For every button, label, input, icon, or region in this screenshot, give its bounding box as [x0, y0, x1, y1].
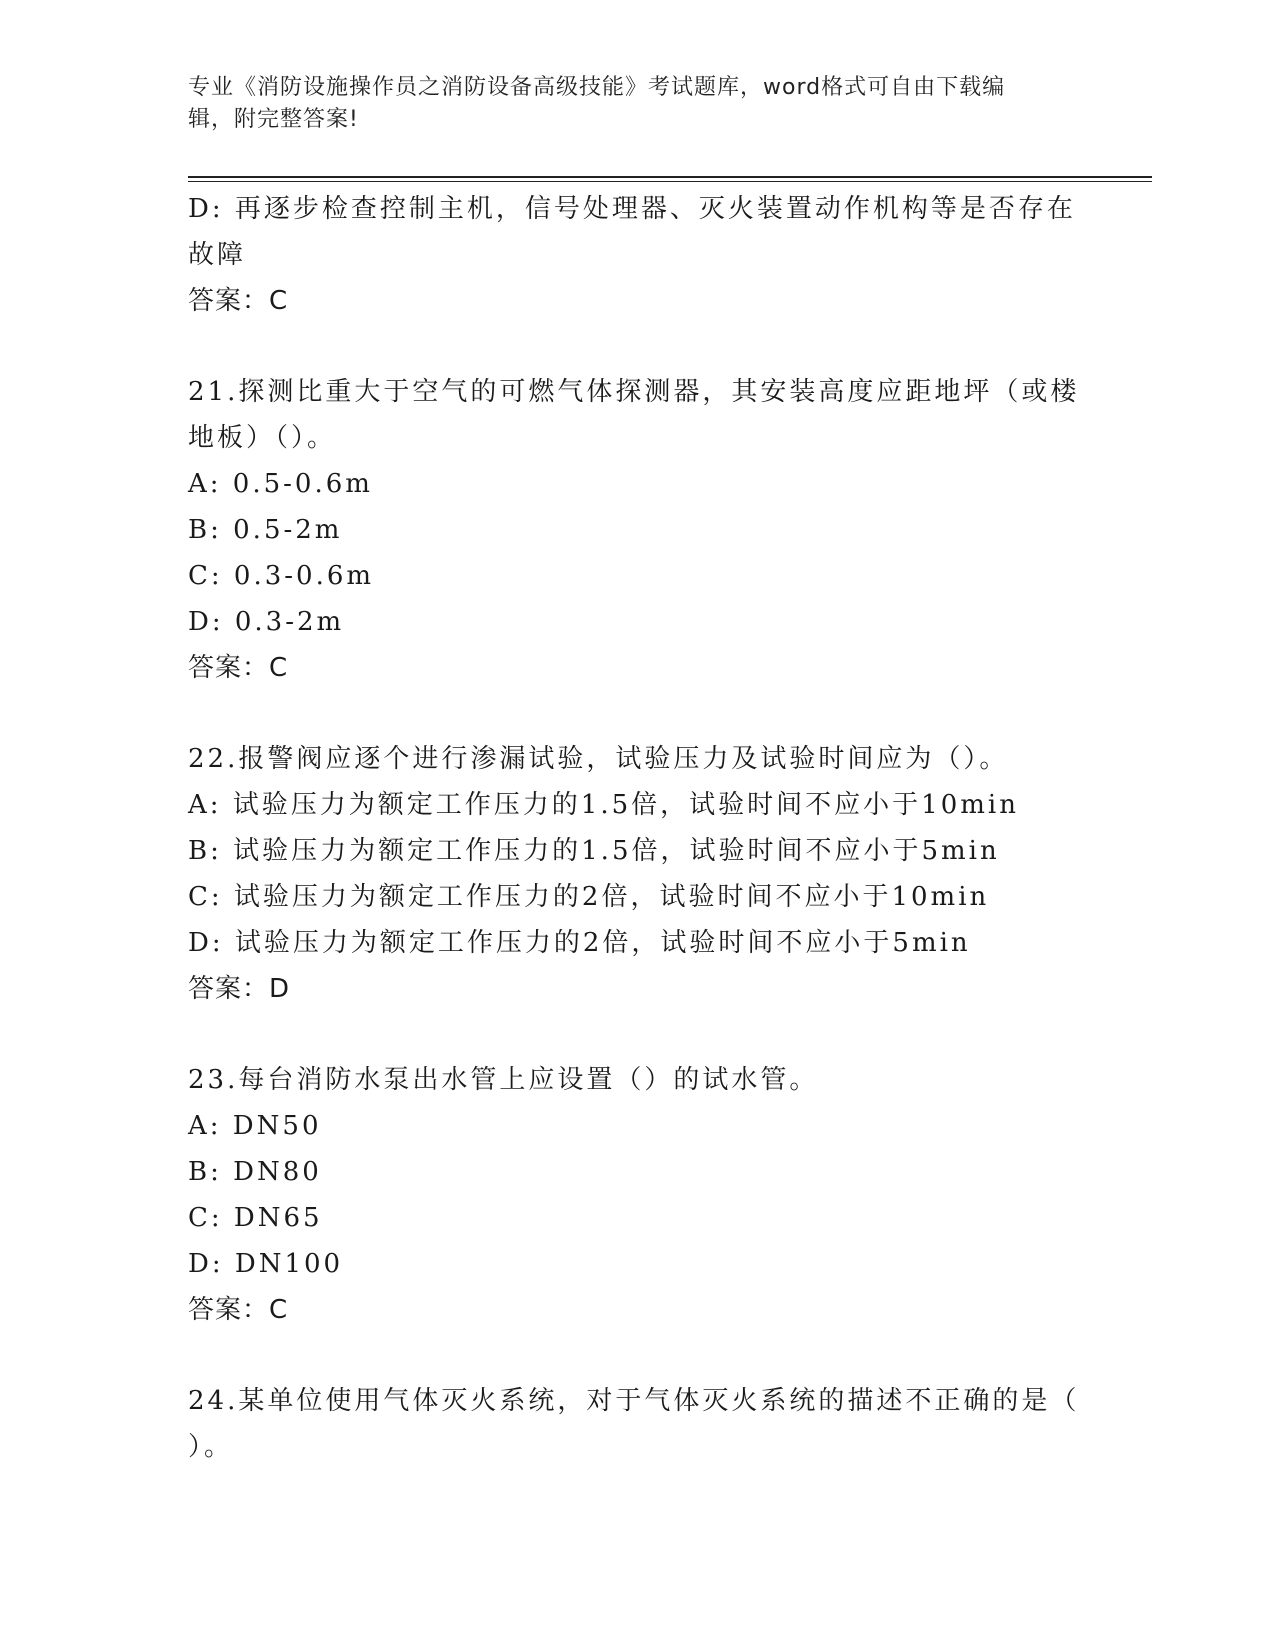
question-block-prev	[188, 186, 1088, 324]
option-d: D: 0.3-2m	[188, 607, 345, 637]
question-stem: 24.某单位使用气体灭火系统，对于气体灭火系统的描述不正确的是（	[188, 1386, 1080, 1416]
option-b: B: DN80	[188, 1157, 322, 1187]
header-divider-thick	[188, 176, 1152, 178]
option-d: D: 再逐步检查控制主机，信号处理器、灭火装置动作机构等是否存在	[188, 194, 1076, 224]
option-d: D: 试验压力为额定工作压力的2倍，试验时间不应小于5min	[188, 928, 971, 958]
question-stem-continued: ）。	[188, 1432, 234, 1462]
header-line-1: 专业《消防设施操作员之消防设备高级技能》考试题库，word格式可自由下载编	[188, 75, 1006, 100]
question-block-23	[188, 1057, 1088, 1333]
option-c: C: 试验压力为额定工作压力的2倍，试验时间不应小于10min	[188, 882, 990, 912]
option-a: A: 试验压力为额定工作压力的1.5倍，试验时间不应小于10min	[188, 790, 1019, 820]
option-d-continued: 故障	[188, 240, 247, 270]
answer-line: 答案：C	[188, 1295, 289, 1325]
option-c: C: DN65	[188, 1203, 323, 1233]
document-header	[188, 72, 1088, 136]
answer-line: 答案：C	[188, 286, 289, 316]
option-b: B: 试验压力为额定工作压力的1.5倍，试验时间不应小于5min	[188, 836, 1000, 866]
question-stem-continued: 地板）（）。	[188, 423, 337, 453]
answer-line: 答案：D	[188, 974, 291, 1004]
header-divider-thin	[188, 181, 1152, 182]
option-b: B: 0.5-2m	[188, 515, 343, 545]
document-body	[188, 186, 1088, 1470]
header-line-2: 辑，附完整答案!	[188, 107, 359, 132]
option-a: A: DN50	[188, 1111, 322, 1141]
question-stem: 22.报警阀应逐个进行渗漏试验，试验压力及试验时间应为（）。	[188, 744, 1009, 774]
option-c: C: 0.3-0.6m	[188, 561, 375, 591]
question-stem: 23.每台消防水泵出水管上应设置（）的试水管。	[188, 1065, 819, 1095]
question-block-21	[188, 369, 1088, 691]
answer-line: 答案：C	[188, 653, 289, 683]
question-stem: 21.探测比重大于空气的可燃气体探测器，其安装高度应距地坪（或楼	[188, 377, 1080, 407]
option-a: A: 0.5-0.6m	[188, 469, 373, 499]
question-block-22	[188, 736, 1088, 1012]
option-d: D: DN100	[188, 1249, 344, 1279]
question-block-24	[188, 1378, 1088, 1470]
